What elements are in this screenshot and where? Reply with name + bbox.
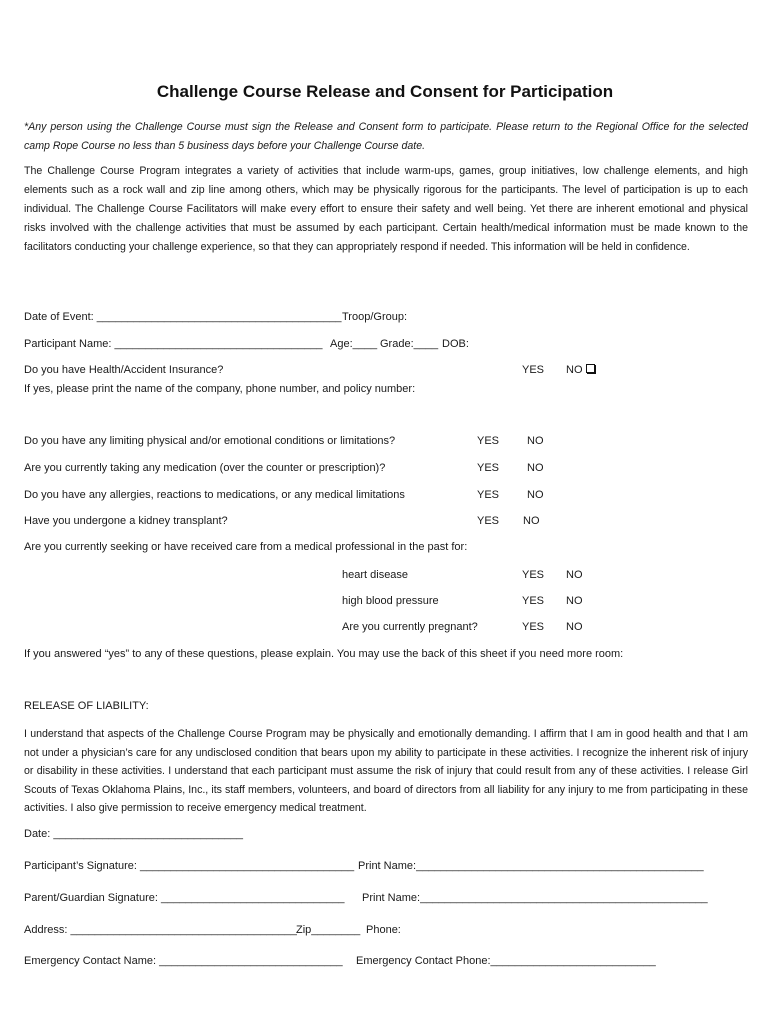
phone-field[interactable]: Phone:: [366, 924, 401, 936]
form-title: Challenge Course Release and Consent for Participation: [156, 82, 614, 101]
condition-pregnant-yes[interactable]: YES: [522, 621, 545, 633]
insurance-no-label: NO: [566, 364, 583, 376]
question-limitations: Do you have any limiting physical and/or emotional conditions or limitations?: [24, 435, 396, 447]
zip-field[interactable]: Zip________: [296, 924, 361, 936]
participant-name-field[interactable]: Participant Name: __________________________________: [24, 338, 323, 350]
dob-field[interactable]: DOB:: [442, 338, 469, 350]
guardian-print-name-field[interactable]: Print Name:_______________________________________________: [362, 892, 708, 904]
question-medication: Are you currently taking any medication (over the counter or prescription)?: [24, 462, 386, 474]
question-limitations-no[interactable]: NO: [527, 435, 544, 447]
grade-field[interactable]: Grade:____: [380, 338, 439, 350]
condition-blood-pressure-no[interactable]: NO: [566, 595, 583, 607]
condition-pregnant: Are you currently pregnant?: [342, 621, 478, 633]
condition-blood-pressure-yes[interactable]: YES: [522, 595, 545, 607]
question-medication-yes[interactable]: YES: [477, 462, 500, 474]
release-heading: RELEASE OF LIABILITY:: [24, 700, 149, 712]
explain-instructions: If you answered “yes” to any of these questions, please explain. You may use the back of this sheet if you need more room:: [24, 648, 624, 660]
date-field[interactable]: Date: _______________________________: [24, 828, 243, 840]
insurance-yes-option[interactable]: YES: [522, 364, 545, 376]
emergency-contact-name-field[interactable]: Emergency Contact Name: ______________________________: [24, 955, 343, 967]
participant-signature-field[interactable]: Participant’s Signature: ___________________________________: [24, 860, 355, 872]
condition-heart-disease-yes[interactable]: YES: [522, 569, 545, 581]
question-allergies-no[interactable]: NO: [527, 489, 544, 501]
care-question: Are you currently seeking or have received care from a medical professional in the past for:: [24, 541, 468, 553]
question-kidney: Have you undergone a kidney transplant?: [24, 515, 228, 527]
question-allergies-yes[interactable]: YES: [477, 489, 500, 501]
condition-heart-disease-no[interactable]: NO: [566, 569, 583, 581]
release-text: I understand that aspects of the Challenge Course Program may be physically and emotionally demanding. I affirm that I am in good health and that I am not under a physician’s care for any undisclosed condition that bears upon my ability to participate in these activities. I recognize the inherent risk of injury or disability in these activities. I understand that each participant must assume the risk of injury that could result from any of these activities. I release Girl Scouts of Texas Oklahoma Plains, Inc., its staff members, volunteers, and board of directors from all liability for any injury to me from participating in these activities. I also give permission to receive emergency medical treatment.: [24, 728, 748, 815]
insurance-followup: If yes, please print the name of the company, phone number, and policy number:: [24, 383, 416, 395]
condition-blood-pressure: high blood pressure: [342, 595, 439, 607]
question-allergies: Do you have any allergies, reactions to medications, or any medical limitations: [24, 489, 405, 501]
insurance-question: Do you have Health/Accident Insurance?: [24, 364, 224, 376]
emergency-contact-phone-field[interactable]: Emergency Contact Phone:___________________________: [356, 955, 656, 967]
condition-pregnant-no[interactable]: NO: [566, 621, 583, 633]
insurance-no-option[interactable]: [566, 364, 595, 376]
address-field[interactable]: Address: _____________________________________: [24, 924, 297, 936]
question-kidney-no[interactable]: NO: [523, 515, 540, 527]
checkbox-icon[interactable]: [586, 364, 595, 373]
date-of-event-field[interactable]: Date of Event: ________________________________________: [24, 311, 342, 323]
troop-group-field[interactable]: Troop/Group:: [342, 311, 408, 323]
question-medication-no[interactable]: NO: [527, 462, 544, 474]
submission-note: *Any person using the Challenge Course must sign the Release and Consent form to participate. Please return to the Regional Office for the selected camp Rope Course no less than 5 business days before your Challenge Course date.: [24, 121, 748, 152]
condition-heart-disease: heart disease: [342, 569, 409, 581]
question-limitations-yes[interactable]: YES: [477, 435, 500, 447]
age-field[interactable]: Age:____: [330, 338, 378, 350]
participant-print-name-field[interactable]: Print Name:_______________________________________________: [358, 860, 704, 872]
guardian-signature-field[interactable]: Parent/Guardian Signature: ______________________________: [24, 892, 345, 904]
program-description: The Challenge Course Program integrates a variety of activities that include warm-ups, games, group initiatives, low challenge elements, and high elements such as a rock wall and zip line among others, which may be physically rigorous for the participants. The level of participation is up to each individual. The Challenge Course Facilitators will make every effort to ensure their safety and well being. Yet there are inherent emotional and physical risks involved with the challenge activities that must be assumed by each participant. Certain health/medical information must be made known to the facilitators conducting your challenge experience, so that they can appropriately respond if needed. This information will be held in confidence.: [24, 165, 748, 253]
question-kidney-yes[interactable]: YES: [477, 515, 500, 527]
